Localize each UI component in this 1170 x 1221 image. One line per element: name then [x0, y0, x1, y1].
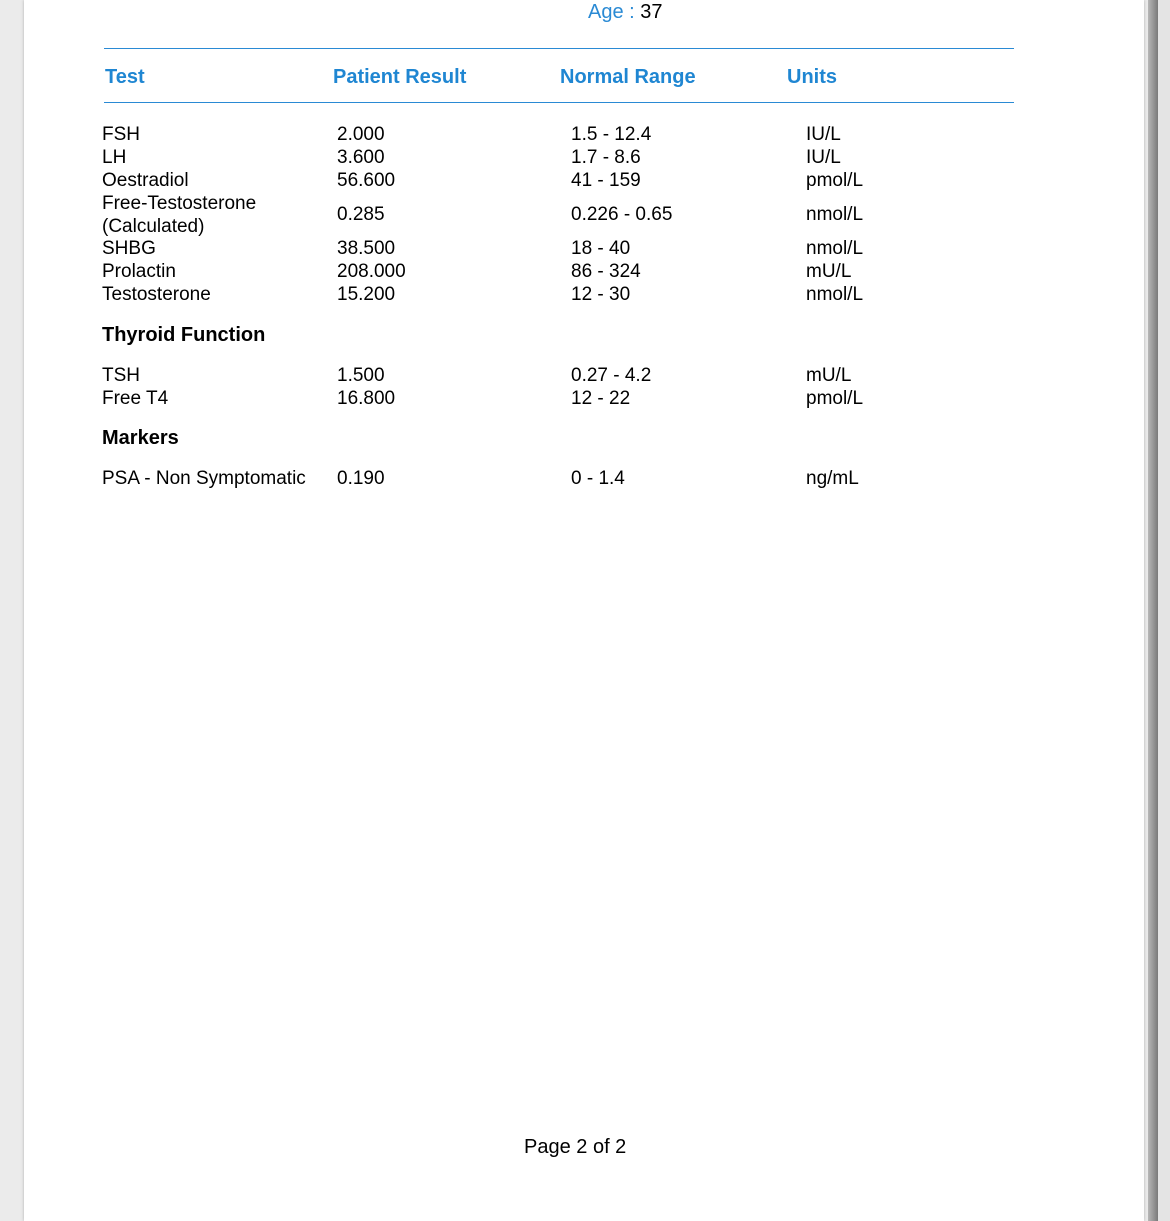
patient-result: 2.000	[337, 124, 385, 145]
units: mU/L	[806, 365, 852, 386]
normal-range: 12 - 30	[571, 284, 631, 305]
age-value: 37	[640, 1, 663, 23]
units: nmol/L	[806, 284, 864, 305]
viewer-gutter	[1158, 0, 1170, 1221]
test-name: Free T4	[102, 388, 169, 409]
units: pmol/L	[806, 170, 864, 191]
patient-result: 16.800	[337, 388, 396, 409]
patient-result: 3.600	[337, 147, 385, 168]
scrollbar-track[interactable]	[1148, 0, 1158, 1221]
patient-result: 0.190	[337, 468, 385, 489]
column-header-test: Test	[105, 66, 145, 88]
header-top-rule	[104, 48, 1014, 49]
patient-result: 38.500	[337, 238, 396, 259]
age-label: Age :	[588, 1, 635, 23]
test-name: Prolactin	[102, 261, 176, 282]
normal-range: 18 - 40	[571, 238, 631, 259]
patient-result: 0.285	[337, 204, 385, 225]
units: ng/mL	[806, 468, 859, 489]
patient-age	[588, 1, 663, 24]
test-name: Testosterone	[102, 284, 211, 305]
test-name: Free-Testosterone	[102, 193, 257, 214]
page-number: Page 2 of 2	[524, 1136, 627, 1158]
normal-range: 1.7 - 8.6	[571, 147, 641, 168]
normal-range: 1.5 - 12.4	[571, 124, 652, 145]
patient-result: 208.000	[337, 261, 406, 282]
section-title-markers: Markers	[102, 427, 179, 449]
patient-result: 56.600	[337, 170, 396, 191]
units: nmol/L	[806, 204, 864, 225]
test-name: Oestradiol	[102, 170, 189, 191]
units: IU/L	[806, 147, 841, 168]
column-header-patient-result: Patient Result	[333, 66, 467, 88]
normal-range: 0 - 1.4	[571, 468, 625, 489]
section-title-thyroid: Thyroid Function	[102, 324, 266, 346]
normal-range: 0.226 - 0.65	[571, 204, 673, 225]
normal-range: 12 - 22	[571, 388, 631, 409]
normal-range: 0.27 - 4.2	[571, 365, 652, 386]
units: mU/L	[806, 261, 852, 282]
normal-range: 41 - 159	[571, 170, 641, 191]
column-header-units: Units	[787, 66, 837, 88]
units: nmol/L	[806, 238, 864, 259]
patient-result: 1.500	[337, 365, 385, 386]
report-page	[24, 0, 1144, 1221]
test-name-line2: (Calculated)	[102, 216, 205, 237]
units: pmol/L	[806, 388, 864, 409]
test-name: SHBG	[102, 238, 156, 259]
test-name: PSA - Non Symptomatic	[102, 468, 306, 489]
units: IU/L	[806, 124, 841, 145]
test-name: TSH	[102, 365, 140, 386]
patient-result: 15.200	[337, 284, 396, 305]
header-bottom-rule	[104, 102, 1014, 103]
test-name: FSH	[102, 124, 140, 145]
column-header-normal-range: Normal Range	[560, 66, 696, 88]
test-name: LH	[102, 147, 127, 168]
normal-range: 86 - 324	[571, 261, 641, 282]
